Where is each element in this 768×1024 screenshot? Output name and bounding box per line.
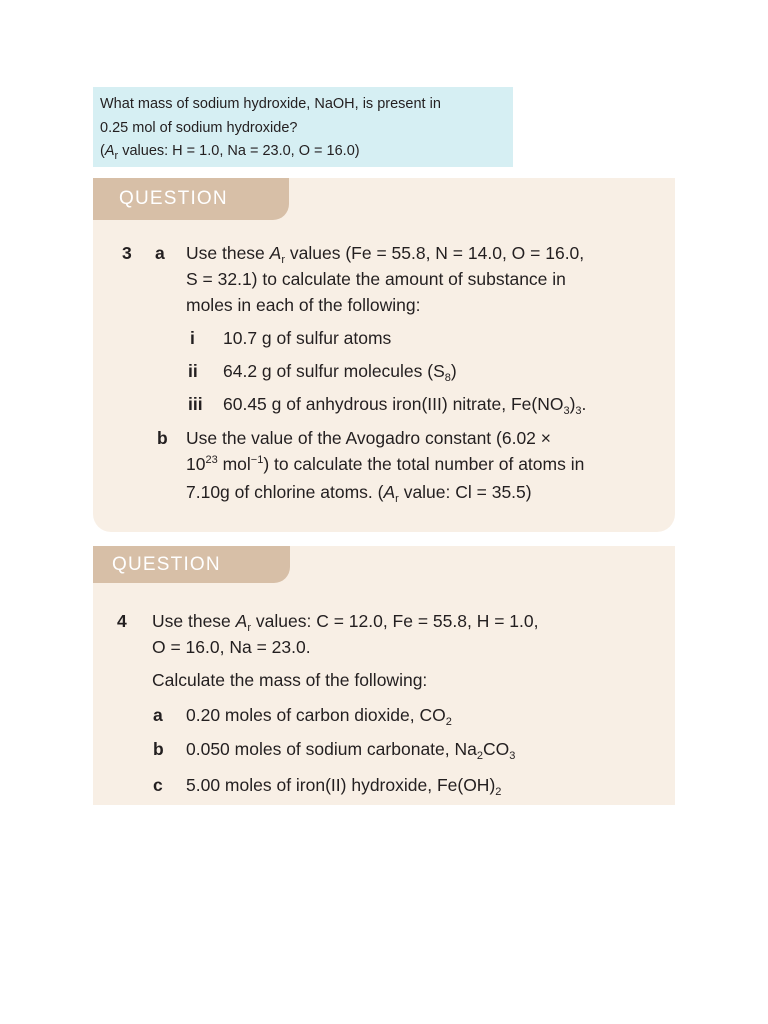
question-4-number: 4: [117, 611, 127, 631]
question-4c-label: c: [153, 775, 163, 795]
question-3b-line-2: $10^{23}$ mol$^{-1}$) to calculate the total number of atoms in: [186, 454, 585, 474]
question-3b-line-3: 7.10g of chlorine atoms. ($A_r$ value: Cl = 35.5): [186, 482, 532, 505]
question-4-tab: QUESTION: [93, 546, 290, 583]
question-4a-label: a: [153, 705, 163, 725]
example-line-2: 0.25 mol of sodium hydroxide?: [100, 119, 298, 136]
question-4-line-1: Use these $A_r$ values: C = 12.0, Fe = 55.8, H = 1.0,: [152, 611, 539, 634]
question-4-line-2: O = 16.0, Na = 23.0.: [152, 637, 311, 657]
question-3a-label: a: [155, 243, 165, 263]
example-line-3: ($A_r$ values: H = 1.0, Na = 23.0, O = 16.0): [100, 143, 360, 162]
question-3a-line-1: Use these $A_r$ values (Fe = 55.8, N = 14.0, O = 16.0,: [186, 243, 585, 266]
worked-example-box: [93, 87, 513, 167]
question-3a-line-3: moles in each of the following:: [186, 295, 421, 315]
question-4-box: [93, 546, 675, 805]
question-3-number: 3: [122, 243, 132, 263]
question-3a-i-text: 10.7 g of sulfur atoms: [223, 328, 392, 348]
question-3a-ii-label: ii: [188, 361, 198, 381]
question-4c-text: 5.00 moles of iron(II) hydroxide, $Fe(OH)_2$: [186, 775, 502, 798]
question-3-tab: QUESTION: [93, 178, 289, 220]
question-4b-text: 0.050 moles of sodium carbonate, $Na_2CO_3$: [186, 739, 516, 762]
question-3a-iii-text: 60.45 g of anhydrous iron(III) nitrate, $Fe(NO_3)_3$.: [223, 394, 587, 417]
question-3b-label: b: [157, 428, 168, 448]
question-4b-label: b: [153, 739, 164, 759]
question-3-box: [93, 178, 675, 532]
question-3a-line-2: S = 32.1) to calculate the amount of substance in: [186, 269, 566, 289]
question-3b-line-1: Use the value of the Avogadro constant (6.02 ×: [186, 428, 551, 448]
question-4a-text: 0.20 moles of carbon dioxide, $CO_2$: [186, 705, 452, 728]
question-3a-ii-text: 64.2 g of sulfur molecules $(S_8)$: [223, 361, 457, 384]
question-4-line-3: Calculate the mass of the following:: [152, 670, 428, 690]
example-line-1: What mass of sodium hydroxide, NaOH, is present in: [100, 96, 441, 112]
question-3a-i-label: i: [190, 328, 195, 348]
question-3a-iii-label: iii: [188, 394, 203, 414]
